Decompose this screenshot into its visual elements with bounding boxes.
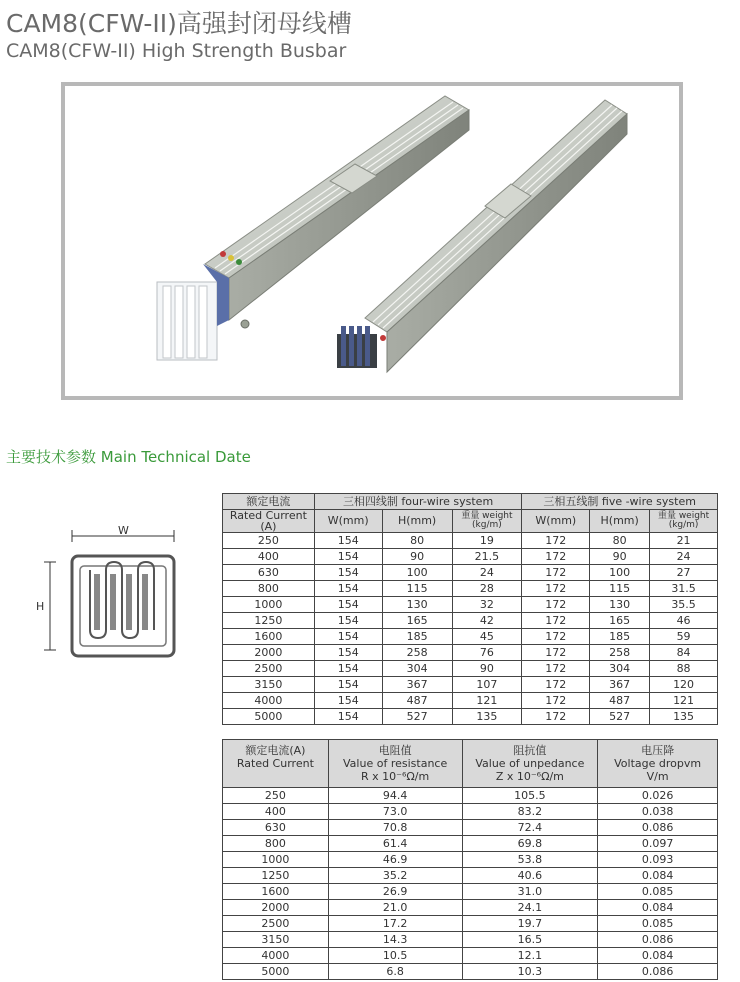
table-row — [223, 661, 718, 677]
table-cell: 172 — [522, 645, 590, 661]
table-row — [223, 948, 718, 964]
table-cell: 45 — [452, 629, 522, 645]
table-row — [223, 916, 718, 932]
table-cell: 527 — [382, 709, 452, 725]
table-cell: 0.084 — [598, 868, 718, 884]
table-cell: 100 — [382, 565, 452, 581]
table-cell: 12.1 — [462, 948, 598, 964]
resistance-en: Value of resistance — [343, 757, 448, 770]
table-cell: 172 — [522, 629, 590, 645]
table-cell: 0.086 — [598, 932, 718, 948]
current-en: Rated Current — [236, 757, 314, 770]
table-cell: 172 — [522, 661, 590, 677]
table-cell: 76 — [452, 645, 522, 661]
table-cell: 88 — [650, 661, 718, 677]
table-cell: 1250 — [223, 613, 315, 629]
table-cell: 400 — [223, 804, 329, 820]
table-cell: 0.085 — [598, 884, 718, 900]
weight-unit: (kg/m) — [472, 520, 502, 530]
table-cell: 1000 — [223, 852, 329, 868]
table-cell: 1600 — [223, 884, 329, 900]
table-row — [223, 852, 718, 868]
table-row — [223, 581, 718, 597]
table-cell: 10.5 — [328, 948, 462, 964]
table-cell: 32 — [452, 597, 522, 613]
table-row — [223, 533, 718, 549]
table-cell: 10.3 — [462, 964, 598, 980]
table-cell: 154 — [314, 581, 382, 597]
table-cell: 800 — [223, 581, 315, 597]
table-cell: 135 — [650, 709, 718, 725]
table-cell: 304 — [382, 661, 452, 677]
table-cell: 46.9 — [328, 852, 462, 868]
dimension-table — [222, 493, 718, 725]
table-cell: 4000 — [223, 948, 329, 964]
table-cell: 154 — [314, 677, 382, 693]
table-row — [223, 597, 718, 613]
table-row — [223, 836, 718, 852]
w-label: W — [118, 526, 129, 537]
table-cell: 1600 — [223, 629, 315, 645]
busbar-illustration — [65, 86, 679, 396]
product-photo — [61, 82, 683, 400]
table-cell: 0.038 — [598, 804, 718, 820]
table-cell: 172 — [522, 597, 590, 613]
table-cell: 3150 — [223, 932, 329, 948]
table-cell: 31.0 — [462, 884, 598, 900]
table-row — [223, 565, 718, 581]
table-cell: 172 — [522, 581, 590, 597]
table-cell: 250 — [223, 788, 329, 804]
table-cell: 115 — [382, 581, 452, 597]
table-row — [223, 900, 718, 916]
page-title-en: CAM8(CFW-II) High Strength Busbar — [6, 40, 347, 62]
col-voltage-drop — [598, 740, 718, 788]
table-cell: 367 — [590, 677, 650, 693]
table-cell: 70.8 — [328, 820, 462, 836]
table-row — [223, 820, 718, 836]
table-cell: 304 — [590, 661, 650, 677]
impedance-cn: 阻抗值 — [513, 744, 547, 757]
resistance-cn: 电阻值 — [378, 744, 412, 757]
table-cell: 24.1 — [462, 900, 598, 916]
table-cell: 154 — [314, 709, 382, 725]
rated-current-label: Rated Current — [229, 509, 307, 522]
table-cell: 115 — [590, 581, 650, 597]
table-cell: 5000 — [223, 709, 315, 725]
table-cell: 90 — [590, 549, 650, 565]
table-cell: 487 — [382, 693, 452, 709]
table-cell: 0.084 — [598, 948, 718, 964]
table-cell: 172 — [522, 709, 590, 725]
table-row — [223, 645, 718, 661]
table-row — [223, 884, 718, 900]
table-cell: 135 — [452, 709, 522, 725]
table-cell: 100 — [590, 565, 650, 581]
col-weight-5 — [650, 510, 718, 533]
table-cell: 16.5 — [462, 932, 598, 948]
table-cell: 2500 — [223, 916, 329, 932]
table-cell: 90 — [452, 661, 522, 677]
table-cell: 367 — [382, 677, 452, 693]
impedance-en: Value of unpedance — [475, 757, 585, 770]
table-cell: 40.6 — [462, 868, 598, 884]
table-cell: 107 — [452, 677, 522, 693]
voltage-drop-en: Voltage dropvm — [614, 757, 702, 770]
table-cell: 94.4 — [328, 788, 462, 804]
table-cell: 165 — [382, 613, 452, 629]
table-cell: 154 — [314, 597, 382, 613]
table-cell: 61.4 — [328, 836, 462, 852]
section-heading: 主要技术参数 Main Technical Date — [6, 448, 251, 466]
table-cell: 527 — [590, 709, 650, 725]
table-cell: 14.3 — [328, 932, 462, 948]
table-cell: 172 — [522, 613, 590, 629]
table-row — [223, 964, 718, 980]
table-cell: 69.8 — [462, 836, 598, 852]
table-cell: 154 — [314, 549, 382, 565]
col-h-4: H(mm) — [382, 510, 452, 533]
table-cell: 154 — [314, 629, 382, 645]
table-cell: 42 — [452, 613, 522, 629]
col-resistance — [328, 740, 462, 788]
table-cell: 2500 — [223, 661, 315, 677]
col-w-4: W(mm) — [314, 510, 382, 533]
table-cell: 487 — [590, 693, 650, 709]
table-cell: 28 — [452, 581, 522, 597]
table-cell: 19.7 — [462, 916, 598, 932]
table-cell: 2000 — [223, 900, 329, 916]
table-cell: 154 — [314, 661, 382, 677]
table-cell: 46 — [650, 613, 718, 629]
table-cell: 172 — [522, 693, 590, 709]
col-current-cn: 额定电流 — [223, 494, 315, 510]
table-cell: 31.5 — [650, 581, 718, 597]
table-cell: 26.9 — [328, 884, 462, 900]
voltage-drop-cn: 电压降 — [641, 744, 675, 757]
table-cell: 21.5 — [452, 549, 522, 565]
table-cell: 121 — [452, 693, 522, 709]
table-cell: 83.2 — [462, 804, 598, 820]
weight-unit: (kg/m) — [668, 520, 699, 530]
table-cell: 3150 — [223, 677, 315, 693]
table-row — [223, 709, 718, 725]
table-cell: 0.085 — [598, 916, 718, 932]
page-title-cn: CAM8(CFW-II)高强封闭母线槽 — [6, 9, 352, 38]
table-cell: 154 — [314, 565, 382, 581]
table-cell: 630 — [223, 565, 315, 581]
table-cell: 17.2 — [328, 916, 462, 932]
weight-label: 重量 weight — [657, 511, 710, 521]
voltage-drop-unit: V/m — [646, 770, 669, 783]
table-row — [223, 804, 718, 820]
table-row — [223, 788, 718, 804]
col-current — [223, 740, 329, 788]
table-cell: 185 — [590, 629, 650, 645]
table-cell: 0.026 — [598, 788, 718, 804]
cross-section-diagram — [34, 526, 194, 666]
table-cell: 630 — [223, 820, 329, 836]
impedance-unit: Z x 10⁻⁶Ω/m — [495, 770, 564, 783]
col-weight-4 — [452, 510, 522, 533]
electrical-table — [222, 739, 718, 980]
current-cn: 额定电流(A) — [245, 744, 306, 757]
table-cell: 4000 — [223, 693, 315, 709]
h-label: H — [36, 600, 45, 613]
table-cell: 0.097 — [598, 836, 718, 852]
col-w-5: W(mm) — [522, 510, 590, 533]
table-cell: 258 — [382, 645, 452, 661]
resistance-unit: R x 10⁻⁶Ω/m — [361, 770, 430, 783]
table-row — [223, 613, 718, 629]
table-cell: 0.084 — [598, 900, 718, 916]
table-cell: 6.8 — [328, 964, 462, 980]
table-cell: 800 — [223, 836, 329, 852]
table-row — [223, 868, 718, 884]
table-row — [223, 549, 718, 565]
table-cell: 172 — [522, 677, 590, 693]
group-four-wire: 三相四线制 four-wire system — [314, 494, 522, 510]
table-row — [223, 932, 718, 948]
table-cell: 250 — [223, 533, 315, 549]
table-cell: 80 — [382, 533, 452, 549]
group-five-wire: 三相五线制 five -wire system — [522, 494, 718, 510]
col-h-5: H(mm) — [590, 510, 650, 533]
table-cell: 1250 — [223, 868, 329, 884]
table-cell: 130 — [590, 597, 650, 613]
table-cell: 1000 — [223, 597, 315, 613]
table-cell: 73.0 — [328, 804, 462, 820]
table-cell: 35.2 — [328, 868, 462, 884]
table-cell: 154 — [314, 693, 382, 709]
table-cell: 90 — [382, 549, 452, 565]
rated-current-unit: (A) — [260, 520, 277, 533]
table-cell: 24 — [452, 565, 522, 581]
table-cell: 172 — [522, 533, 590, 549]
table-row — [223, 677, 718, 693]
table-cell: 400 — [223, 549, 315, 565]
table-cell: 80 — [590, 533, 650, 549]
table-cell: 185 — [382, 629, 452, 645]
table-cell: 0.086 — [598, 820, 718, 836]
table-cell: 172 — [522, 565, 590, 581]
table-cell: 165 — [590, 613, 650, 629]
weight-label: 重量 weight — [461, 511, 513, 521]
col-impedance — [462, 740, 598, 788]
table-cell: 27 — [650, 565, 718, 581]
table-cell: 121 — [650, 693, 718, 709]
table-cell: 172 — [522, 549, 590, 565]
table-cell: 84 — [650, 645, 718, 661]
table-cell: 19 — [452, 533, 522, 549]
table-cell: 59 — [650, 629, 718, 645]
table-cell: 35.5 — [650, 597, 718, 613]
table-cell: 53.8 — [462, 852, 598, 868]
table-cell: 130 — [382, 597, 452, 613]
col-current-en — [223, 510, 315, 533]
table-cell: 0.086 — [598, 964, 718, 980]
table-cell: 0.093 — [598, 852, 718, 868]
table-cell: 154 — [314, 533, 382, 549]
table-row — [223, 693, 718, 709]
table-cell: 24 — [650, 549, 718, 565]
table-cell: 120 — [650, 677, 718, 693]
table-cell: 154 — [314, 613, 382, 629]
table-cell: 105.5 — [462, 788, 598, 804]
table-cell: 258 — [590, 645, 650, 661]
table-cell: 2000 — [223, 645, 315, 661]
table-cell: 21 — [650, 533, 718, 549]
table-cell: 21.0 — [328, 900, 462, 916]
table-cell: 5000 — [223, 964, 329, 980]
table-row — [223, 629, 718, 645]
table-cell: 154 — [314, 645, 382, 661]
table-cell: 72.4 — [462, 820, 598, 836]
